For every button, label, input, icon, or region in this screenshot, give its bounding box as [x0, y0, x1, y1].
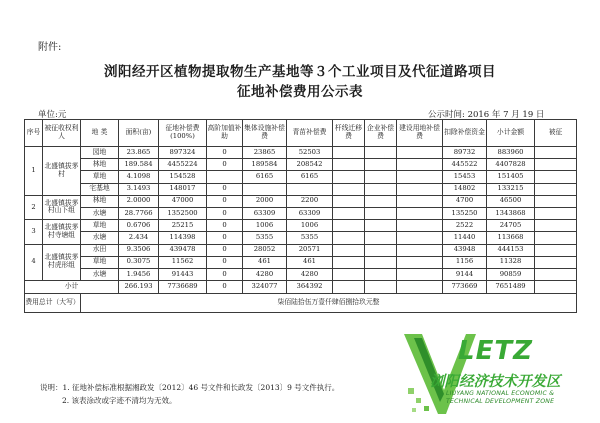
table-cell: 883960 — [487, 147, 535, 159]
column-header: 高阶加值补助 — [207, 120, 243, 147]
subtotal-cell — [535, 281, 577, 294]
table-cell — [333, 256, 365, 268]
table-cell: 28052 — [243, 244, 287, 256]
table-cell — [535, 268, 577, 280]
table-cell — [535, 207, 577, 219]
owner-cell: 北盛镇拔茅村山下组 — [43, 195, 81, 219]
table-cell: 20571 — [287, 244, 333, 256]
table-cell: 461 — [287, 256, 333, 268]
table-row — [25, 232, 577, 244]
column-header: 被征收权利人 — [43, 120, 81, 147]
table-cell: 15453 — [443, 171, 487, 183]
table-cell: 2000 — [243, 195, 287, 207]
table-cell: 水塘 — [81, 232, 119, 244]
document-subtitle: 征地补偿费用公示表 — [237, 84, 363, 100]
subtotal-cell: 0 — [207, 281, 243, 294]
table-cell: 1006 — [243, 220, 287, 232]
table-cell: 2522 — [443, 220, 487, 232]
table-cell: 草地 — [81, 256, 119, 268]
table-cell — [535, 183, 577, 195]
table-cell: 草地 — [81, 171, 119, 183]
table-cell — [397, 195, 443, 207]
total-label: 费用总计（大写） — [25, 294, 81, 313]
table-cell — [333, 244, 365, 256]
column-header: 地 类 — [81, 120, 119, 147]
table-cell: 63309 — [243, 207, 287, 219]
table-cell: 23.865 — [119, 147, 159, 159]
table-cell: 1.9456 — [119, 268, 159, 280]
column-header: 被征 — [535, 120, 577, 147]
table-cell: 0 — [207, 256, 243, 268]
table-cell: 0 — [207, 183, 243, 195]
column-header: 建设用地补偿费 — [397, 120, 443, 147]
subtotal-label: 小计 — [25, 281, 119, 294]
table-cell: 11440 — [443, 232, 487, 244]
table-cell: 0 — [207, 220, 243, 232]
table-cell: 水塘 — [81, 207, 119, 219]
table-cell: 897324 — [159, 147, 207, 159]
table-cell — [333, 147, 365, 159]
table-cell — [397, 207, 443, 219]
table-cell — [333, 268, 365, 280]
table-cell: 91443 — [159, 268, 207, 280]
letz-logo — [400, 328, 596, 420]
logo-brand: LETZ — [458, 336, 533, 366]
unit-label: 单位:元 — [38, 110, 67, 120]
table-cell — [365, 232, 397, 244]
table-row — [25, 244, 577, 256]
table-cell — [243, 183, 287, 195]
table-cell — [535, 232, 577, 244]
table-cell: 2200 — [287, 195, 333, 207]
table-cell: 0 — [207, 159, 243, 171]
table-cell: 444153 — [487, 244, 535, 256]
row-number: 4 — [25, 244, 43, 281]
table-cell — [365, 159, 397, 171]
table-cell — [207, 171, 243, 183]
table-cell — [397, 183, 443, 195]
table-row — [25, 256, 577, 268]
table-cell: 114398 — [159, 232, 207, 244]
table-cell: 1352500 — [159, 207, 207, 219]
table-cell — [333, 232, 365, 244]
table-cell: 5355 — [243, 232, 287, 244]
note-2: 2. 该表涂改或字迹不清均为无效。 — [62, 396, 177, 405]
table-cell — [397, 268, 443, 280]
table-cell — [365, 147, 397, 159]
table-cell — [365, 220, 397, 232]
table-row — [25, 159, 577, 171]
table-cell — [535, 159, 577, 171]
table-cell: 4280 — [243, 268, 287, 280]
table-cell: 3.1493 — [119, 183, 159, 195]
table-cell: 5355 — [287, 232, 333, 244]
table-cell: 63309 — [287, 207, 333, 219]
table-cell: 25215 — [159, 220, 207, 232]
table-cell: 439478 — [159, 244, 207, 256]
table-row — [25, 171, 577, 183]
table-cell: 9144 — [443, 268, 487, 280]
table-cell: 0.6706 — [119, 220, 159, 232]
subtotal-cell — [397, 281, 443, 294]
table-cell — [333, 207, 365, 219]
table-cell — [397, 171, 443, 183]
table-cell: 0 — [207, 195, 243, 207]
table-cell: 23865 — [243, 147, 287, 159]
table-cell: 2.0000 — [119, 195, 159, 207]
table-cell — [333, 171, 365, 183]
table-cell — [397, 147, 443, 159]
table-cell: 4700 — [443, 195, 487, 207]
table-cell — [287, 183, 333, 195]
table-cell: 28.7766 — [119, 207, 159, 219]
table-cell: 0 — [207, 147, 243, 159]
table-cell: 47000 — [159, 195, 207, 207]
table-cell: 208542 — [287, 159, 333, 171]
table-cell: 148017 — [159, 183, 207, 195]
logo-name-cn: 浏阳经济技术开发区 — [430, 374, 561, 390]
logo-name-en-2: TECHNICAL DEVELOPMENT ZONE — [446, 398, 555, 405]
table-cell — [365, 171, 397, 183]
table-cell: 0 — [207, 244, 243, 256]
total-amount-text: 柒佰陆拾伍万壹仟肆佰捌拾玖元整 — [81, 294, 577, 313]
table-cell: 46500 — [487, 195, 535, 207]
table-cell: 1343868 — [487, 207, 535, 219]
logo-name-en-1: LIUYANG NATIONAL ECONOMIC & — [446, 390, 555, 397]
table-cell: 4407828 — [487, 159, 535, 171]
table-cell: 林地 — [81, 159, 119, 171]
table-cell: 11328 — [487, 256, 535, 268]
table-cell — [397, 244, 443, 256]
table-cell: 151405 — [487, 171, 535, 183]
owner-cell: 北盛镇拔茅村寺塘组 — [43, 220, 81, 244]
table-cell: 0 — [207, 207, 243, 219]
row-number: 3 — [25, 220, 43, 244]
table-cell: 4.1098 — [119, 171, 159, 183]
table-cell — [397, 232, 443, 244]
owner-cell: 北盛镇拔茅村 — [43, 147, 81, 196]
subtotal-cell: 7651489 — [487, 281, 535, 294]
table-cell: 2.434 — [119, 232, 159, 244]
table-cell — [397, 220, 443, 232]
table-cell: 89732 — [443, 147, 487, 159]
table-cell — [365, 195, 397, 207]
table-header-row — [25, 120, 577, 147]
table-cell — [333, 159, 365, 171]
note-1: 说明：1. 征地补偿标准根据湘政发〔2012〕46 号文件和长政发〔2013〕9 号文件执行。 — [40, 383, 340, 392]
table-row — [25, 268, 577, 280]
table-cell — [535, 244, 577, 256]
table-cell: 113668 — [487, 232, 535, 244]
table-row — [25, 183, 577, 195]
table-cell: 6165 — [287, 171, 333, 183]
subtotal-cell: 773669 — [443, 281, 487, 294]
table-cell: 9.3506 — [119, 244, 159, 256]
table-cell: 133215 — [487, 183, 535, 195]
table-cell: 90859 — [487, 268, 535, 280]
table-cell — [535, 220, 577, 232]
column-header: 序号 — [25, 120, 43, 147]
column-header: 扣除补偿资金 — [443, 120, 487, 147]
table-cell: 0.3075 — [119, 256, 159, 268]
column-header: 征地补偿费(100%) — [159, 120, 207, 147]
total-row — [25, 294, 577, 313]
table-cell: 24705 — [487, 220, 535, 232]
table-row — [25, 207, 577, 219]
table-cell: 0 — [207, 232, 243, 244]
column-header: 企业补偿费 — [365, 120, 397, 147]
table-row — [25, 147, 577, 159]
table-cell: 52503 — [287, 147, 333, 159]
document-title: 浏阳经开区植物提取物生产基地等３个工业项目及代征道路项目 — [104, 64, 496, 80]
table-cell — [397, 159, 443, 171]
table-cell: 水田 — [81, 244, 119, 256]
table-cell: 水塘 — [81, 268, 119, 280]
table-cell — [535, 195, 577, 207]
table-cell — [365, 207, 397, 219]
row-number: 2 — [25, 195, 43, 219]
subtotal-cell: 324077 — [243, 281, 287, 294]
column-header: 集体设施补偿费 — [243, 120, 287, 147]
table-cell: 1006 — [287, 220, 333, 232]
table-cell — [365, 244, 397, 256]
table-cell: 154528 — [159, 171, 207, 183]
attachment-label: 附件: — [38, 42, 62, 53]
table-cell: 1156 — [443, 256, 487, 268]
table-cell — [333, 195, 365, 207]
table-cell: 园地 — [81, 147, 119, 159]
table-cell — [535, 256, 577, 268]
subtotal-cell: 7736689 — [159, 281, 207, 294]
table-cell: 11562 — [159, 256, 207, 268]
row-number: 1 — [25, 147, 43, 196]
subtotal-cell: 266.193 — [119, 281, 159, 294]
table-cell — [397, 256, 443, 268]
table-cell: 林地 — [81, 195, 119, 207]
compensation-table — [24, 119, 577, 313]
table-cell: 4280 — [287, 268, 333, 280]
table-cell: 草地 — [81, 220, 119, 232]
table-cell: 189.584 — [119, 159, 159, 171]
column-header: 杆线迁移费 — [333, 120, 365, 147]
publish-date: 公示时间: 2016 年 7 月 19 日 — [428, 110, 545, 120]
table-row — [25, 195, 577, 207]
table-cell: 6165 — [243, 171, 287, 183]
table-cell: 135250 — [443, 207, 487, 219]
subtotal-row — [25, 281, 577, 294]
table-cell — [365, 183, 397, 195]
table-cell — [365, 256, 397, 268]
table-cell — [333, 183, 365, 195]
table-cell: 4455224 — [159, 159, 207, 171]
table-cell: 43948 — [443, 244, 487, 256]
column-header: 面积(亩) — [119, 120, 159, 147]
table-cell: 189584 — [243, 159, 287, 171]
table-cell: 461 — [243, 256, 287, 268]
table-cell — [535, 147, 577, 159]
owner-cell: 北盛镇拔茅村虎形组 — [43, 244, 81, 281]
table-cell: 0 — [207, 268, 243, 280]
subtotal-cell — [333, 281, 365, 294]
table-cell — [535, 171, 577, 183]
table-cell — [333, 220, 365, 232]
table-cell — [365, 268, 397, 280]
table-cell: 宅基地 — [81, 183, 119, 195]
table-cell: 445522 — [443, 159, 487, 171]
column-header: 青苗补偿费 — [287, 120, 333, 147]
table-row — [25, 220, 577, 232]
table-cell: 14802 — [443, 183, 487, 195]
subtotal-cell: 364392 — [287, 281, 333, 294]
column-header: 小计金额 — [487, 120, 535, 147]
subtotal-cell — [365, 281, 397, 294]
